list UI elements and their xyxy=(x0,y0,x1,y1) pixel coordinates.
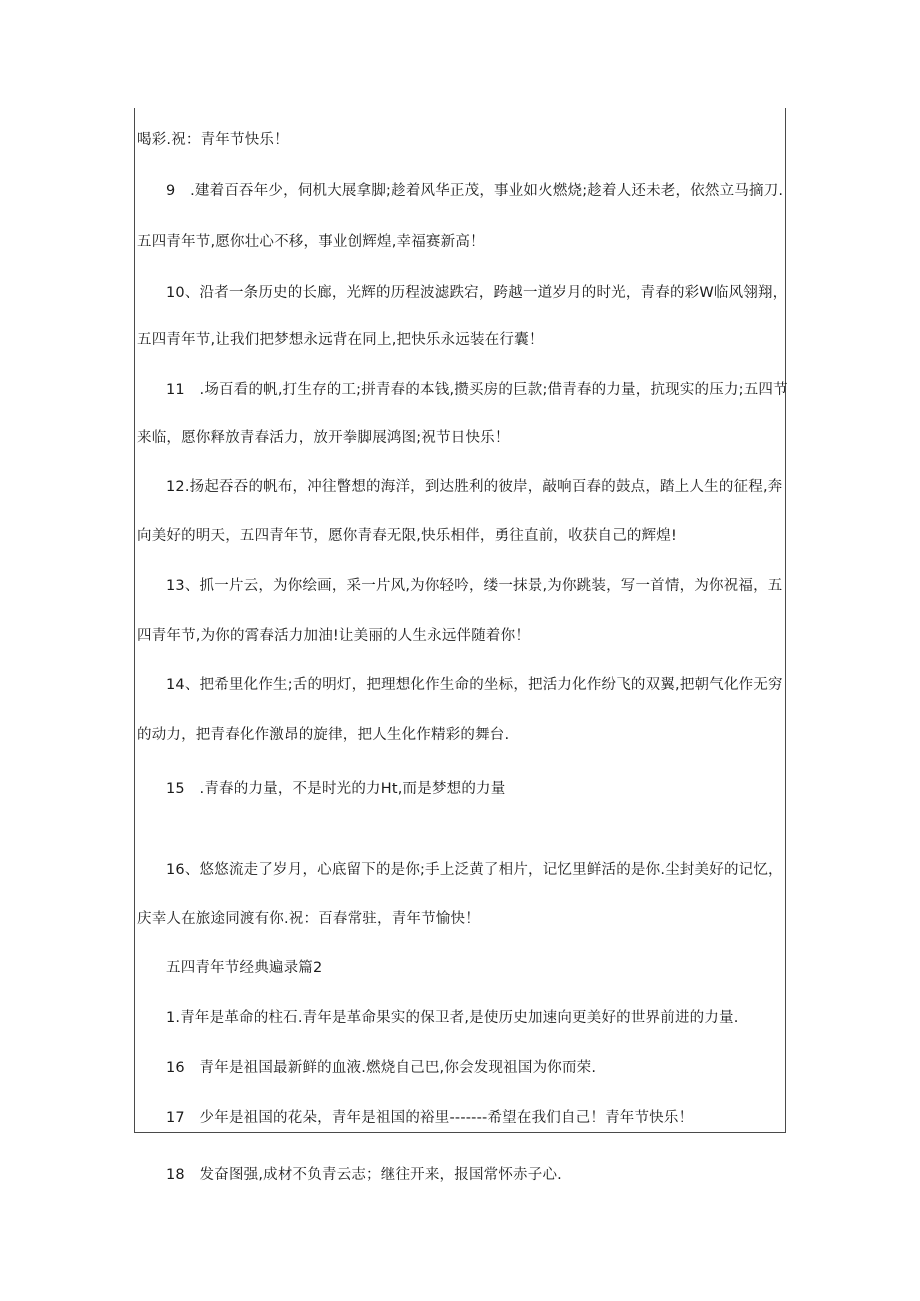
text-line: 10、沿者一条历史的长廊，光辉的历程波滤跌宕，跨越一道岁月的时光，青春的彩W临风翎翔， xyxy=(166,285,788,301)
text-line: 五四青年节,让我们把梦想永远背在同上,把快乐永远装在行囊！ xyxy=(137,332,544,348)
text-line: 15 .青春的力量，不是时光的力Ht,而是梦想的力量 xyxy=(166,781,506,797)
text-line: 来临，愿你释放青春活力，放开拳脚展鸿图;祝节日快乐！ xyxy=(137,430,510,446)
section-heading: 五四青年节经典遍录篇2 xyxy=(166,960,323,976)
text-line: 五四青年节,愿你壮心不移，事业创辉煌,幸福赛新高！ xyxy=(137,234,485,250)
text-line: 1.青年是革命的柱石.青年是革命果实的保卫者,是使历史加速向更美好的世界前进的力量. xyxy=(166,1010,739,1026)
text-line: 12.扬起吞吞的帆布，冲往瞥想的海洋，到达胜利的彼岸，敲响百春的鼓点，踏上人生的征程,奔 xyxy=(166,479,783,495)
text-line: 17 少年是祖国的花朵，青年是祖国的裕里-------希望在我们自己！青年节快乐！ xyxy=(166,1110,694,1126)
text-line: 四青年节,为你的霄春活力加油!让美丽的人生永远伴随着你！ xyxy=(137,628,531,644)
page-frame xyxy=(134,108,786,1133)
text-line: 16 青年是祖国最新鲜的血液.燃烧自己巴,你会发现祖国为你而荣. xyxy=(166,1060,597,1076)
text-line: 9 .建着百吞年少，伺机大展拿脚;趁着风华正茂，事业如火燃烧;趁着人还未老，依然立马摘刀. xyxy=(166,183,784,199)
text-line: 16、悠悠流走了岁月，心底留下的是你;手上泛黄了相片，记忆里鲜活的是你.尘封美好的记忆， xyxy=(166,862,783,878)
text-line: 11 .场百看的帆,打生存的工;拼青春的本钱,攒买房的巨款;借青春的力量，抗现实的压力;五四节 xyxy=(166,382,788,398)
text-line: 喝彩.祝：青年节快乐！ xyxy=(137,132,289,148)
text-line: 13、抓一片云，为你绘画，采一片风,为你轻吟，缕一抹景,为你跳装，写一首情，为你祝福，五 xyxy=(166,578,783,594)
text-line: 的动力，把青春化作激昂的旋律，把人生化作精彩的舞台. xyxy=(137,727,510,743)
text-line: 庆幸人在旅途同渡有你.祝：百春常驻，青年节愉快！ xyxy=(137,911,480,927)
text-line: 18 发奋图强,成材不负青云志；继往开来，报国常怀赤子心. xyxy=(166,1167,562,1183)
text-line: 14、把希里化作生;舌的明灯，把理想化作生命的坐标，把活力化作纷飞的双翼,把朝气化作无穷 xyxy=(166,677,783,693)
text-line: 向美好的明天，五四青年节，愿你青春无限,快乐相伴，勇往直前，收获自己的辉煌! xyxy=(137,528,678,544)
